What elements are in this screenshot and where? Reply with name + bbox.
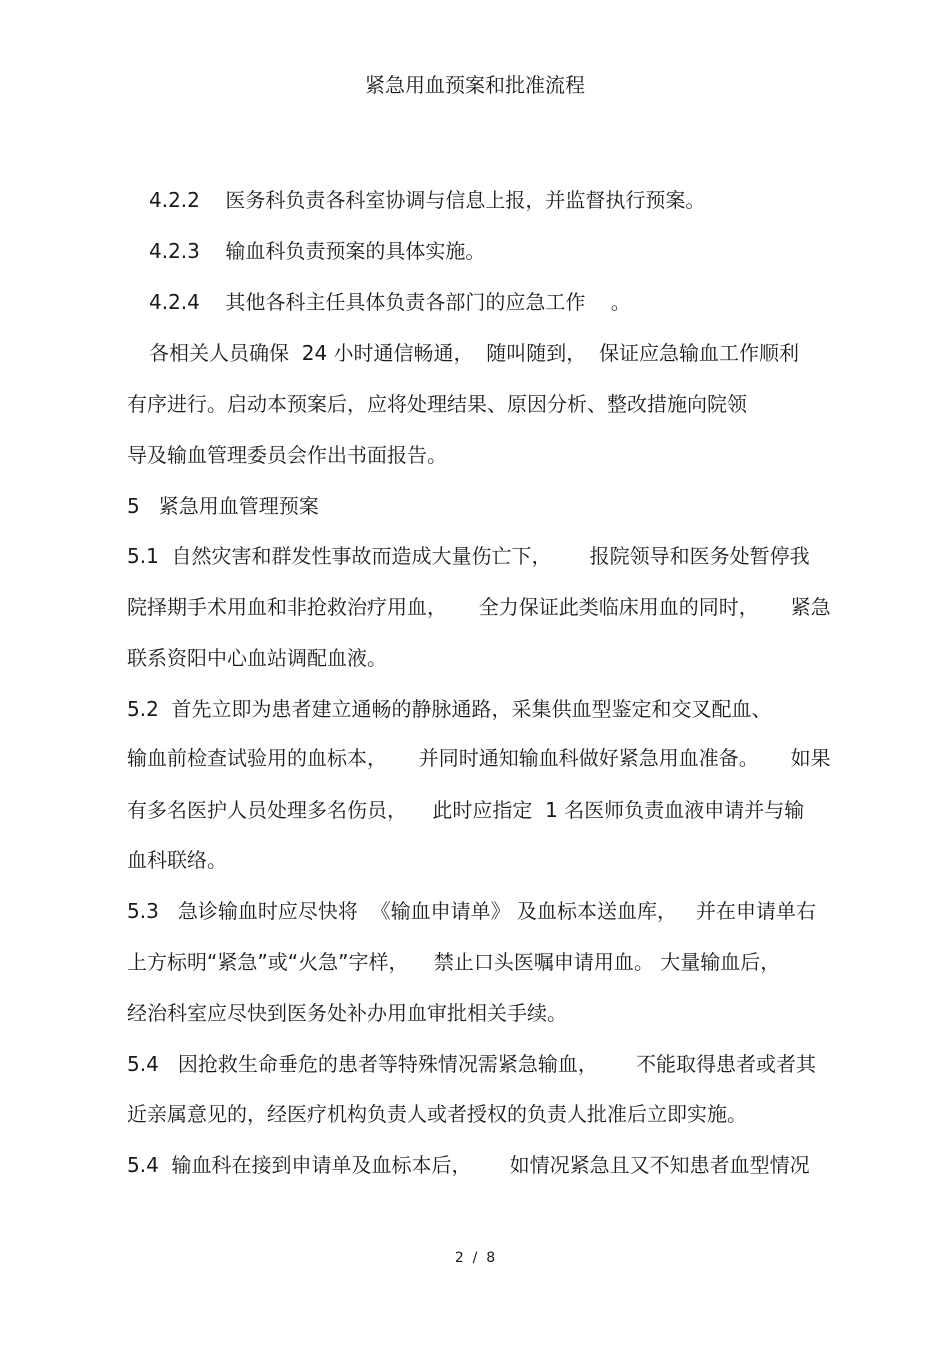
text-line: 4.2.3 输血科负责预案的具体实施。 [149, 239, 486, 263]
text-line: 各相关人员确保 24 小时通信畅通， 随叫随到， 保证应急输血工作顺利 [149, 341, 799, 365]
text-line: 近亲属意见的，经医疗机构负责人或者授权的负责人批准后立即实施。 [127, 1102, 747, 1126]
text-line: 5.4 因抢救生命垂危的患者等特殊情况需紧急输血， 不能取得患者或者其 [127, 1052, 817, 1076]
text-line: 上方标明“紧急”或“火急”字样， 禁止口头医嘱申请用血。 大量输血后， [127, 950, 781, 974]
text-line: 4.2.4 其他各科主任具体负责各部门的应急工作 。 [149, 290, 631, 314]
page-number: 2 / 8 [454, 1250, 496, 1266]
text-line: 经治科室应尽快到医务处补办用血审批相关手续。 [127, 1001, 567, 1025]
text-line: 5.1 自然灾害和群发性事故而造成大量伤亡下， 报院领导和医务处暂停我 [127, 544, 810, 568]
text-line: 导及输血管理委员会作出书面报告。 [127, 443, 447, 467]
text-line: 血科联络。 [127, 848, 227, 872]
text-line: 5.3 急诊输血时应尽快将 《输血申请单》 及血标本送血库， 并在申请单右 [127, 899, 817, 923]
page-title: 紧急用血预案和批准流程 [365, 73, 585, 97]
section-heading: 5 紧急用血管理预案 [127, 494, 319, 518]
text-line: 联系资阳中心血站调配血液。 [127, 646, 387, 670]
text-line: 输血前检查试验用的血标本， 并同时通知输血科做好紧急用血准备。 如果 [127, 746, 831, 770]
text-line: 5.4 输血科在接到申请单及血标本后， 如情况紧急且又不知患者血型情况 [127, 1153, 810, 1177]
text-line: 5.2 首先立即为患者建立通畅的静脉通路，采集供血型鉴定和交叉配血、 [127, 697, 772, 721]
text-line: 4.2.2 医务科负责各科室协调与信息上报，并监督执行预案。 [149, 188, 706, 212]
text-line: 院择期手术用血和非抢救治疗用血， 全力保证此类临床用血的同时， 紧急 [127, 595, 831, 619]
text-line: 有多名医护人员处理多名伤员， 此时应指定 1 名医师负责血液申请并与输 [127, 798, 805, 822]
text-line: 有序进行。启动本预案后，应将处理结果、原因分析、整改措施向院领 [127, 392, 747, 416]
